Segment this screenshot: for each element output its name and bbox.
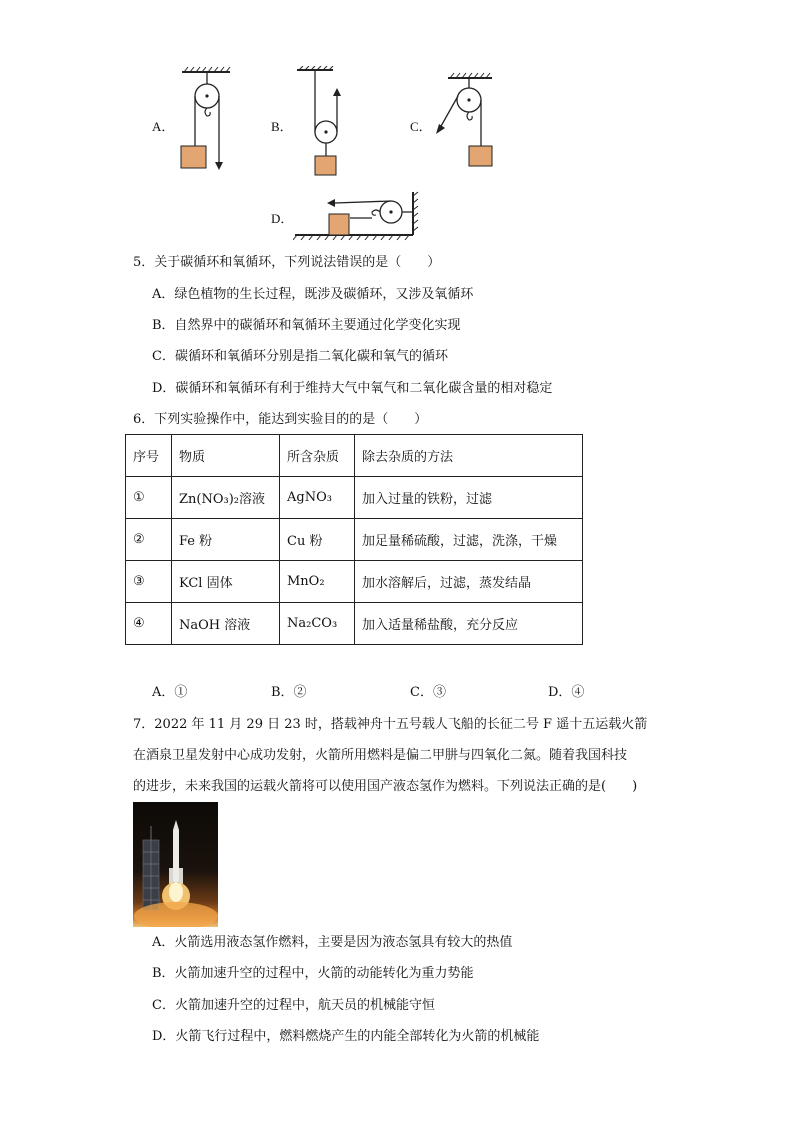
q7-option-b[interactable]: B．火箭加速升空的过程中，火箭的动能转化为重力势能	[152, 966, 474, 981]
q6-option-d[interactable]: D．④	[548, 685, 585, 700]
q4-option-c-pulley-figure	[432, 72, 498, 172]
q5-option-a[interactable]: A．绿色植物的生长过程，既涉及碳循环，又涉及氧循环	[152, 287, 474, 302]
q4-option-a-label[interactable]: A．	[152, 119, 175, 134]
q6-option-c[interactable]: C．③	[410, 685, 446, 700]
substance-cell: Fe 粉	[172, 519, 280, 561]
q4-option-b-label[interactable]: B．	[271, 119, 293, 134]
q7-option-d[interactable]: D．火箭飞行过程中，燃料燃烧产生的内能全部转化为火箭的机械能	[152, 1029, 540, 1044]
table-row	[126, 477, 583, 519]
substance-cell: Zn(NO₃)₂溶液	[172, 477, 280, 519]
q4-option-a-pulley-figure	[172, 66, 238, 176]
rocket-launch-illustration	[133, 802, 218, 927]
table-row	[126, 561, 583, 603]
impurity-cell: Na₂CO₃	[280, 603, 355, 645]
method-cell: 加入过量的铁粉，过滤	[355, 477, 583, 519]
row-number: ①	[126, 477, 172, 519]
method-cell: 加足量稀硫酸，过滤，洗涤，干燥	[355, 519, 583, 561]
header-cell: 序号	[126, 435, 172, 477]
q6-option-b[interactable]: B．②	[271, 685, 307, 700]
q5-option-c[interactable]: C．碳循环和氧循环分别是指二氧化碳和氧气的循环	[152, 349, 448, 364]
q7-option-c[interactable]: C．火箭加速升空的过程中，航天员的机械能守恒	[152, 998, 435, 1013]
q4-option-b-pulley-figure	[293, 66, 353, 180]
q6-stem: 6．下列实验操作中，能达到实验目的的是（ ）	[133, 412, 428, 427]
q7-stem-line-1: 7．2022 年 11 月 29 日 23 时，搭载神舟十五号载人飞船的长征二号 F 遥十五运载火箭	[133, 717, 648, 732]
substance-cell: NaOH 溶液	[172, 603, 280, 645]
q6-table	[125, 434, 583, 645]
header-cell: 物质	[172, 435, 280, 477]
substance-cell: KCl 固体	[172, 561, 280, 603]
q5-option-d[interactable]: D．碳循环和氧循环有利于维持大气中氧气和二氧化碳含量的相对稳定	[152, 381, 553, 396]
impurity-cell: MnO₂	[280, 561, 355, 603]
row-number: ②	[126, 519, 172, 561]
table-row	[126, 603, 583, 645]
method-cell: 加入适量稀盐酸，充分反应	[355, 603, 583, 645]
q5-option-b[interactable]: B．自然界中的碳循环和氧循环主要通过化学变化实现	[152, 318, 461, 333]
impurity-cell: Cu 粉	[280, 519, 355, 561]
table-header-row	[126, 435, 583, 477]
q7-stem-line-3: 的进步，未来我国的运载火箭将可以使用国产液态氢作为燃料。下列说法正确的是( )	[133, 779, 638, 794]
rocket-launch-photo	[133, 802, 218, 927]
table-row	[126, 519, 583, 561]
impurity-cell: AgNO₃	[280, 477, 355, 519]
q6-option-a[interactable]: A．①	[152, 685, 188, 700]
q7-stem-line-2: 在酒泉卫星发射中心成功发射，火箭所用燃料是偏二甲肼与四氧化二氮。随着我国科技	[133, 748, 628, 763]
q7-option-a[interactable]: A．火箭选用液态氢作燃料，主要是因为液态氢具有较大的热值	[152, 935, 513, 950]
row-number: ③	[126, 561, 172, 603]
q4-option-d-pulley-figure	[293, 190, 423, 242]
q4-option-d-label[interactable]: D．	[271, 211, 294, 226]
header-cell: 除去杂质的方法	[355, 435, 583, 477]
header-cell: 所含杂质	[280, 435, 355, 477]
method-cell: 加水溶解后，过滤，蒸发结晶	[355, 561, 583, 603]
row-number: ④	[126, 603, 172, 645]
q4-option-c-label[interactable]: C．	[410, 119, 432, 134]
q5-stem: 5．关于碳循环和氧循环，下列说法错误的是（ ）	[133, 255, 441, 270]
